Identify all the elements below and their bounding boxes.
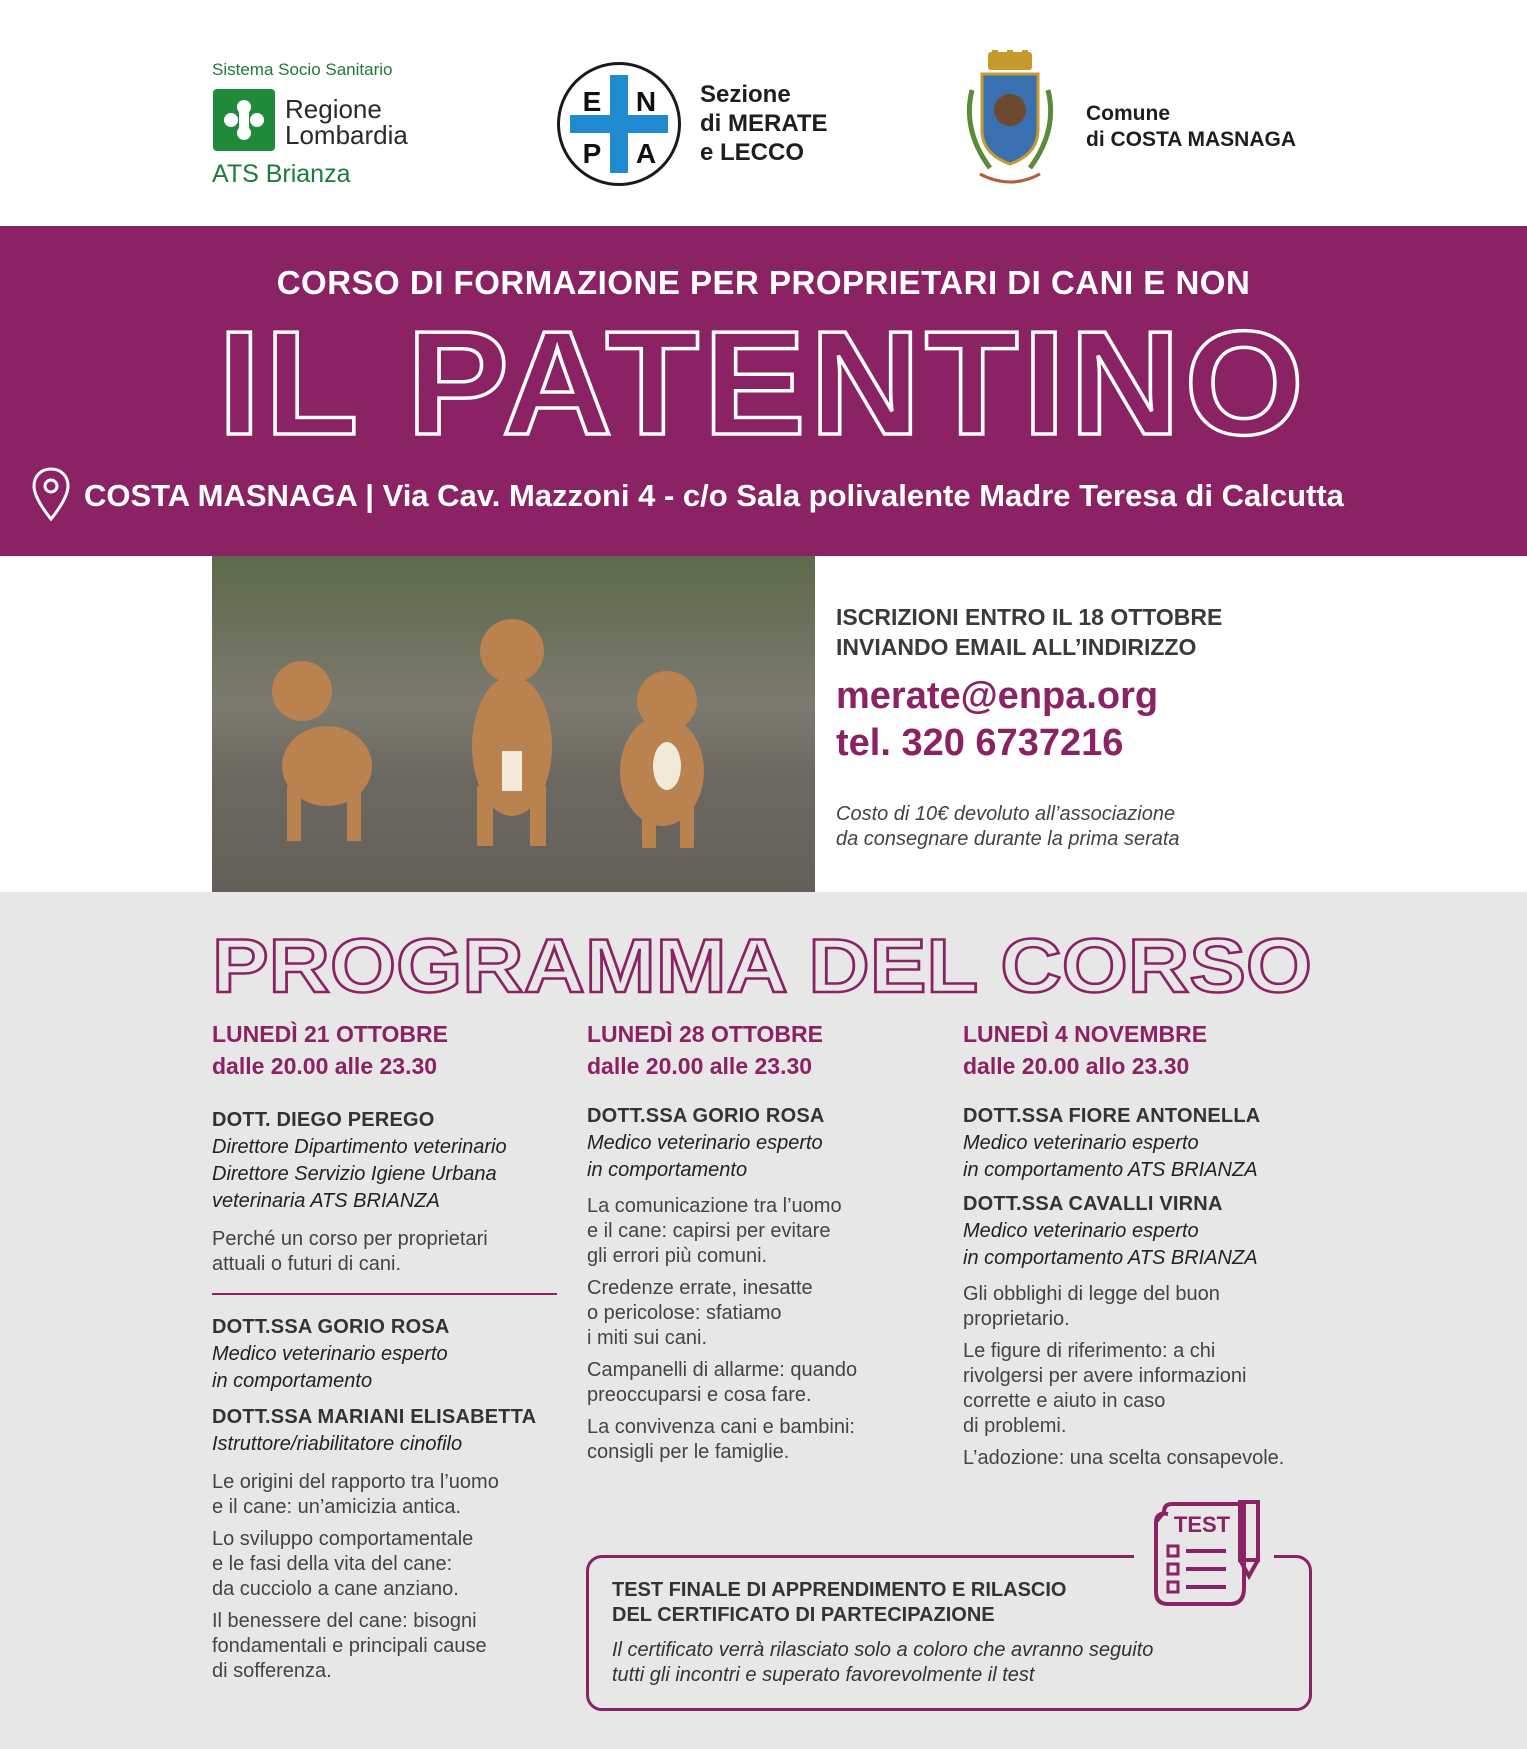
col1-day: LUNEDÌ 21 OTTOBRE xyxy=(212,1021,448,1047)
enpa-logo-icon xyxy=(557,62,681,186)
col2-time: dalle 20.00 alle 23.30 xyxy=(587,1053,813,1079)
comune-text: Comune di COSTA MASNAGA xyxy=(1086,102,1296,151)
location-pin-icon xyxy=(30,466,72,522)
ats-brianza-text: ATS Brianza xyxy=(212,160,351,188)
contact-email[interactable]: merate@enpa.org xyxy=(836,675,1159,717)
programme-column-1: LUNEDÌ 21 OTTOBRE dalle 20.00 alle 23.30 DOTT. DIEGO PEREGO Direttore Dipartimento veterinario Direttore Servizio Igiene Urbana veterinaria ATS BRIANZA Perché un corso per proprietari attuali o futuri di cani. DOTT.SSA GORIO ROSA Medico veterinario esperto in comportamento DOTT.SSA MARIANI ELISABETTA Istruttore/riabilitatore cinofilo Le origini del rapporto tra l’uomo e il cane: un’amicizia antica. Lo sviluppo comportamentale e le fasi della vita del cane: da cucciolo a cane anziano. Il benessere del cane: bisogni fondamentali e principali cause di sofferenza. xyxy=(212,1018,567,1684)
programme-column-3: LUNEDÌ 4 NOVEMBRE dalle 20.00 allo 23.30 DOTT.SSA FIORE ANTONELLA Medico veterinario esperto in comportamento ATS BRIANZA DOTT.SSA CAVALLI VIRNA Medico veterinario esperto in comportamento ATS BRIANZA Gli obblighi di legge del buon proprietario. Le figure di riferimento: a chi rivolgersi per avere informazioni corrette e aiuto in caso di problemi. L’adozione: una scelta consapevole. xyxy=(963,1018,1333,1471)
col1-doctor-2: DOTT.SSA GORIO ROSA xyxy=(212,1316,450,1338)
regione-lombardia-logo-icon xyxy=(213,89,275,151)
registration-text: ISCRIZIONI ENTRO IL 18 OTTOBRE INVIANDO EMAIL ALL’INDIRIZZO xyxy=(836,604,1223,660)
regione-name: Regione Lombardia xyxy=(285,94,408,150)
svg-text:E: E xyxy=(582,86,602,117)
svg-text:TEST: TEST xyxy=(1173,1512,1231,1537)
col1-doctor-1: DOTT. DIEGO PEREGO xyxy=(212,1109,435,1131)
col3-doctor-1: DOTT.SSA FIORE ANTONELLA xyxy=(963,1105,1261,1127)
location-text: COSTA MASNAGA | Via Cav. Mazzoni 4 - c/o Sala polivalente Madre Teresa di Calcutta xyxy=(84,478,1344,513)
col3-time: dalle 20.00 allo 23.30 xyxy=(963,1053,1190,1079)
comune-crest-icon xyxy=(960,50,1060,195)
col2-doctor-1: DOTT.SSA GORIO ROSA xyxy=(587,1105,825,1127)
puppies-photo xyxy=(212,556,815,892)
col2-day: LUNEDÌ 28 OTTOBRE xyxy=(587,1021,823,1047)
programme-column-2: LUNEDÌ 28 OTTOBRE dalle 20.00 alle 23.30 DOTT.SSA GORIO ROSA Medico veterinario esperto in comportamento La comunicazione tra l’uomo e il cane: capirsi per evitare gli errori più comuni. Credenze errate, inesatte o pericolose: sfatiamo i miti sui cani. Campanelli di allarme: quando preoccuparsi e cosa fare. La convivenza cani e bambini: consigli per le famiglie. xyxy=(587,1018,942,1465)
svg-text:N: N xyxy=(635,86,657,117)
final-test-note: Il certificato verrà rilasciato solo a coloro che avranno seguito tutti gli incontri e superato favorevolmente il test xyxy=(612,1639,1154,1686)
contact-phone[interactable]: tel. 320 6737216 xyxy=(836,722,1124,764)
col3-doctor-2: DOTT.SSA CAVALLI VIRNA xyxy=(963,1193,1223,1215)
svg-text:A: A xyxy=(635,138,657,169)
regione-top-text: Sistema Socio Sanitario xyxy=(212,60,393,79)
col1-time: dalle 20.00 alle 23.30 xyxy=(212,1053,438,1079)
programme-title xyxy=(200,900,1330,1010)
title-banner xyxy=(0,226,1527,556)
enpa-section-text: Sezione di MERATE e LECCO xyxy=(700,81,828,166)
svg-text:P: P xyxy=(582,138,602,169)
svg-text:IL PATENTINO: IL PATENTINO xyxy=(218,308,1308,448)
final-test-title: TEST FINALE DI APPRENDIMENTO E RILASCIO DEL CERTIFICATO DI PARTECIPAZIONE xyxy=(612,1579,1067,1626)
main-title xyxy=(0,308,1527,448)
header xyxy=(0,0,1527,226)
course-subtitle: CORSO DI FORMAZIONE PER PROPRIETARI DI CANI E NON xyxy=(276,264,1251,301)
cost-note: Costo di 10€ devoluto all’associazione da consegnare durante la prima serata xyxy=(836,803,1180,850)
col1-doctor-3: DOTT.SSA MARIANI ELISABETTA xyxy=(212,1406,537,1428)
test-document-icon xyxy=(1134,1492,1274,1616)
col3-day: LUNEDÌ 4 NOVEMBRE xyxy=(963,1021,1208,1047)
programme-section xyxy=(0,892,1527,1749)
svg-text:PROGRAMMA DEL CORSO: PROGRAMMA DEL CORSO xyxy=(212,924,1312,1009)
